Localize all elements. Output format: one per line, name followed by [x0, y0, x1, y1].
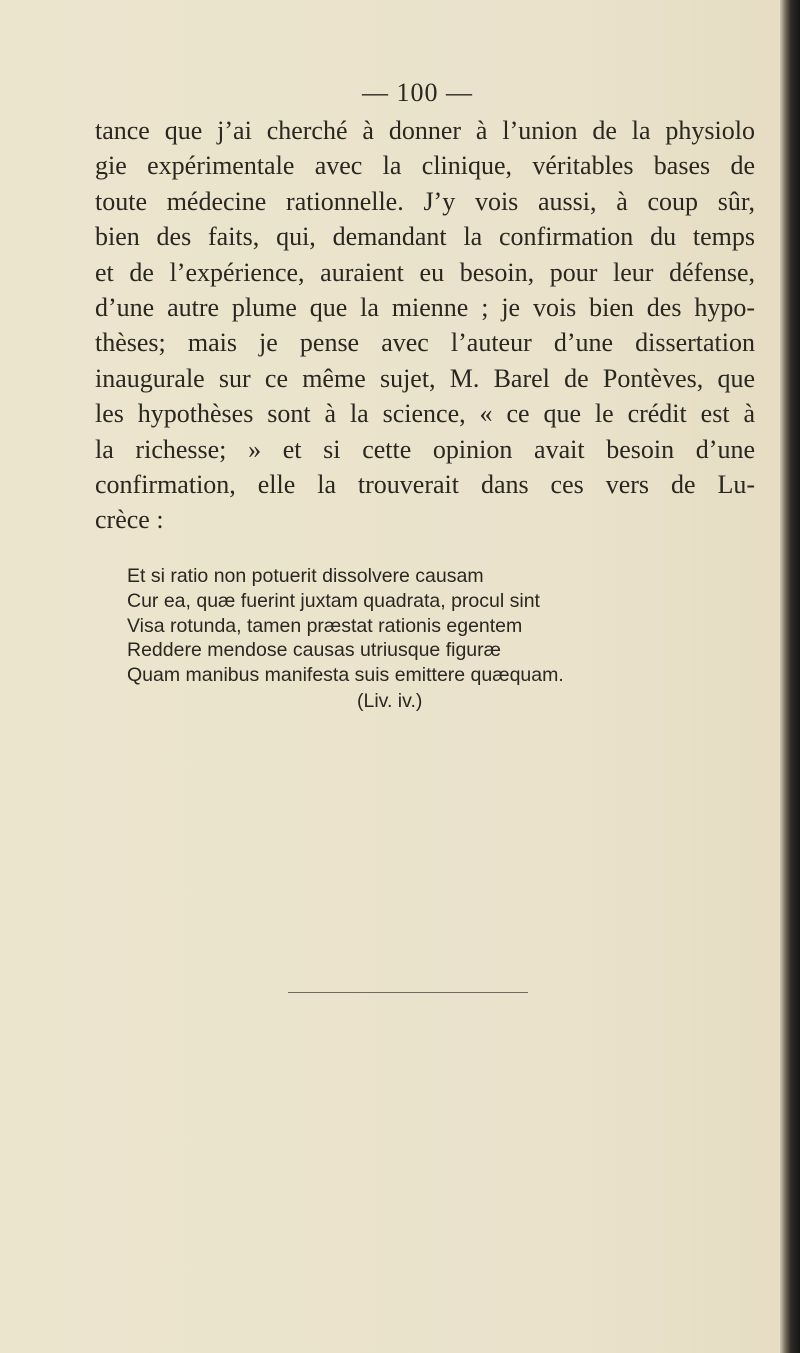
verse-line: Visa rotunda, tamen præstat rationis egentem: [127, 614, 523, 637]
body-line: gie expérimentale avec la clinique, véritables bases de: [95, 151, 755, 181]
verse-line: Reddere mendose causas utriusque figuræ: [127, 639, 501, 662]
body-line: la richesse; » et si cette opinion avait besoin d’une: [95, 434, 755, 464]
section-divider: [288, 992, 528, 993]
body-line: confirmation, elle la trouverait dans ces vers de Lu-: [95, 470, 755, 500]
body-line: crèce :: [95, 505, 164, 535]
body-text: [95, 113, 755, 538]
verse-line: Quam manibus manifesta suis emittere quæquam.: [127, 664, 564, 687]
body-line: et de l’expérience, auraient eu besoin, pour leur défense,: [95, 257, 755, 287]
body-line: inaugurale sur ce même sujet, M. Barel de Pontèves, que: [95, 363, 755, 393]
verse-line: Et si ratio non potuerit dissolvere causam: [127, 565, 484, 587]
body-line: thèses; mais je pense avec l’auteur d’une dissertation: [95, 328, 755, 358]
latin-verse-quote: [127, 564, 727, 688]
body-line: tance que j’ai cherché à donner à l’union de la physiolo: [95, 116, 755, 145]
body-line: d’une autre plume que la mienne ; je vois bien des hypo-: [95, 293, 755, 323]
verse-line: Cur ea, quæ fuerint juxtam quadrata, procul sint: [127, 589, 540, 612]
body-line: toute médecine rationnelle. J’y vois aussi, à coup sûr,: [95, 186, 755, 216]
page-number: — 100 —: [362, 78, 473, 107]
page-edge-shadow: [780, 0, 800, 1353]
body-line: bien des faits, qui, demandant la confirmation du temps: [95, 222, 755, 252]
body-line: les hypothèses sont à la science, « ce que le crédit est à: [95, 399, 755, 429]
verse-citation: (Liv. iv.): [357, 690, 423, 712]
